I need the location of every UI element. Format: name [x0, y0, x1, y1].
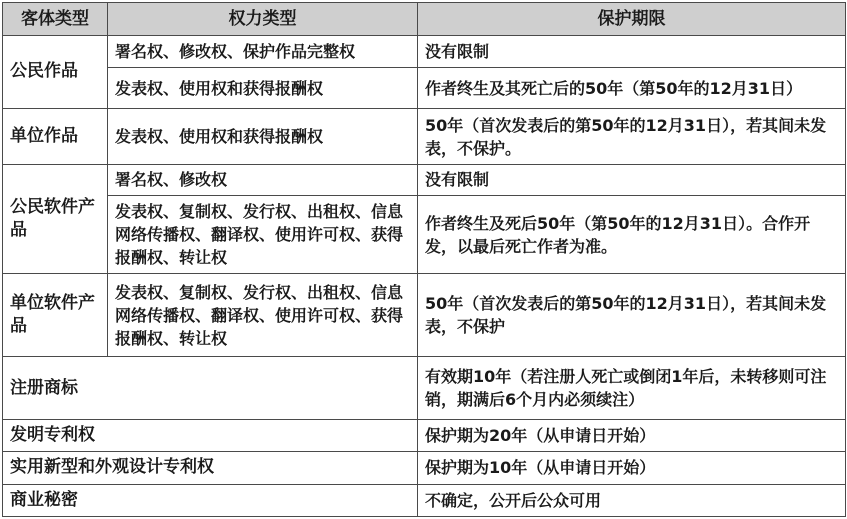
table-row — [3, 36, 846, 68]
table-row — [3, 68, 846, 108]
table-row — [3, 108, 846, 165]
period-cell: 保护期为10年（从申请日开始） — [418, 452, 846, 484]
subject-cell-invention-patent: 发明专利权 — [3, 419, 418, 451]
ip-protection-table — [2, 2, 846, 517]
period-cell: 50年（首次发表后的第50年的12月31日），若其间未发表，不保护 — [418, 274, 846, 357]
period-cell: 没有限制 — [418, 36, 846, 68]
table-row — [3, 484, 846, 516]
subject-cell-trade-secret: 商业秘密 — [3, 484, 418, 516]
period-cell: 作者终生及其死亡后的50年（第50年的12月31日） — [418, 68, 846, 108]
table-row — [3, 274, 846, 357]
header-protection-period: 保护期限 — [418, 3, 846, 36]
subject-cell-trademark: 注册商标 — [3, 357, 418, 420]
period-cell: 50年（首次发表后的第50年的12月31日），若其间未发表，不保护。 — [418, 108, 846, 165]
table-row — [3, 165, 846, 195]
table-row — [3, 357, 846, 420]
subject-cell-utility-design-patent: 实用新型和外观设计专利权 — [3, 452, 418, 484]
subject-cell-citizen-software: 公民软件产品 — [3, 165, 108, 274]
period-cell: 有效期10年（若注册人死亡或倒闭1年后，未转移则可注销，期满后6个月内必须续注） — [418, 357, 846, 420]
header-row — [3, 3, 846, 36]
period-cell: 保护期为20年（从申请日开始） — [418, 419, 846, 451]
header-subject-type: 客体类型 — [3, 3, 108, 36]
period-cell: 不确定，公开后公众可用 — [418, 484, 846, 516]
rights-cell: 发表权、复制权、发行权、出租权、信息网络传播权、翻译权、使用许可权、获得报酬权、转让权 — [108, 274, 418, 357]
rights-cell: 发表权、复制权、发行权、出租权、信息网络传播权、翻译权、使用许可权、获得报酬权、转让权 — [108, 195, 418, 274]
period-cell: 作者终生及死后50年（第50年的12月31日）。合作开发，以最后死亡作者为准。 — [418, 195, 846, 274]
subject-cell-citizen-work: 公民作品 — [3, 36, 108, 109]
rights-cell: 发表权、使用权和获得报酬权 — [108, 68, 418, 108]
rights-cell: 发表权、使用权和获得报酬权 — [108, 108, 418, 165]
rights-cell: 署名权、修改权 — [108, 165, 418, 195]
table-row — [3, 195, 846, 274]
rights-cell: 署名权、修改权、保护作品完整权 — [108, 36, 418, 68]
table-row — [3, 419, 846, 451]
period-cell: 没有限制 — [418, 165, 846, 195]
header-rights-type: 权力类型 — [108, 3, 418, 36]
subject-cell-org-work: 单位作品 — [3, 108, 108, 165]
subject-cell-org-software: 单位软件产品 — [3, 274, 108, 357]
table-row — [3, 452, 846, 484]
